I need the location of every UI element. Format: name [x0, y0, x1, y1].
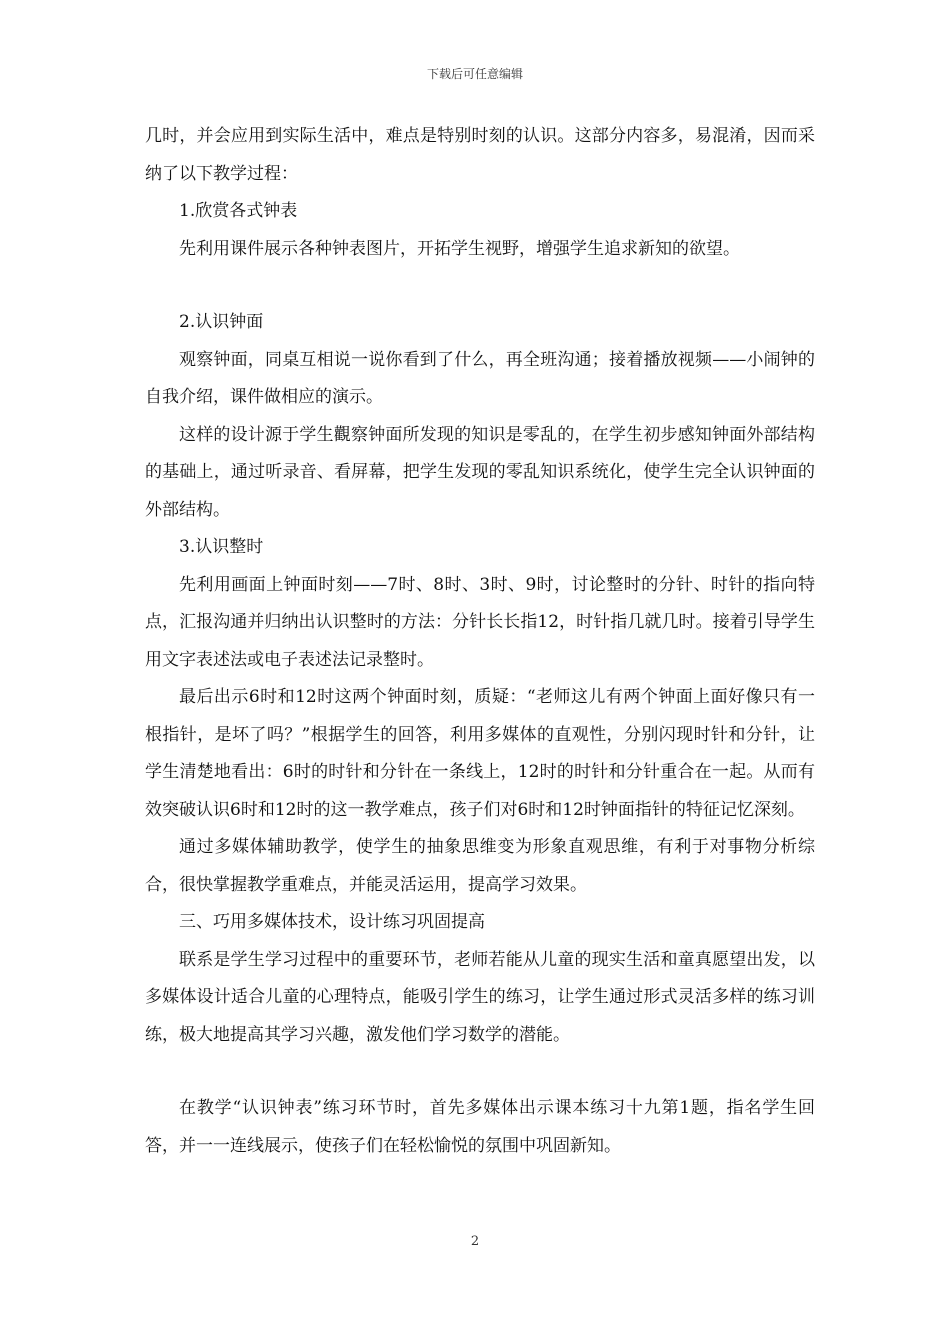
paragraph-continuation: 几时，并会应用到实际生活中，难点是特别时刻的认识。这部分内容多，易混淆，因而采纳了以下教学过程：	[145, 126, 815, 184]
paragraph-show-clocks: 先利用课件展示各种钟表图片，开拓学生视野，增强学生追求新知的欲望。	[179, 238, 740, 259]
paragraph-practice-example: 在教学“认识钟表”练习环节时，首先多媒体出示课本练习十九第1题，指名学生回答，并一一连线展示，使孩子们在轻松愉悦的氛围中巩固新知。	[145, 1098, 815, 1156]
paragraph-multimedia-effect: 通过多媒体辅助教学，使学生的抽象思维变为形象直观思维，有利于对事物分析综合，很快掌握教学重难点，并能灵活运用，提高学习效果。	[145, 837, 815, 895]
heading-know-clock-face: 2.认识钟面	[179, 312, 264, 332]
document-body	[145, 118, 815, 1165]
paragraph-design-rationale: 这样的设计源于学生觀察钟面所发现的知识是零乱的，在学生初步感知钟面外部结构的基础上，通过听录音、看屏幕，把学生发现的零乱知识系统化，使学生完全认识钟面的外部结构。	[145, 424, 815, 520]
heading-know-whole-hours: 3.认识整时	[179, 537, 264, 557]
paragraph-practice-importance: 联系是学生学习过程中的重要环节，老师若能从儿童的现实生活和童真愿望出发，以多媒体设计适合儿童的心理特点，能吸引学生的练习，让学生通过形式灵活多样的练习训练，极大地提高其学习兴趣，激发他们学习数学的潜能。	[145, 949, 815, 1045]
paragraph-observe-clock-face: 观察钟面，同桌互相说一说你看到了什么，再全班沟通；接着播放视频——小闹钟的自我介绍，课件做相应的演示。	[145, 349, 815, 407]
heading-section-three: 三、巧用多媒体技术，设计练习巩固提高	[179, 912, 485, 932]
paragraph-whole-hours-method: 先利用画面上钟面时刻——7时、8时、3时、9时，讨论整时的分针、时针的指向特点，汇报沟通并归纳出认识整时的方法：分针长长指12，时针指几就几时。接着引导学生用文字表述法或电子表述法记录整时。	[145, 574, 815, 670]
page-header: 下载后可任意编辑	[426, 67, 523, 81]
page-number: 2	[470, 1234, 480, 1249]
heading-appreciate-clocks: 1.欣赏各式钟表	[179, 201, 298, 221]
paragraph-six-twelve-oclock: 最后出示6时和12时这两个钟面时刻，质疑：“老师这儿有两个钟面上面好像只有一根指针，是坏了吗？”根据学生的回答，利用多媒体的直观性，分别闪现时针和分针，让学生清楚地看出：6时的时针和分针在一条线上，12时的时针和分针重合在一起。从而有效突破认识6时和12时的这一教学难点，孩子们对6时和12时钟面指针的特征记忆深刻。	[145, 687, 815, 820]
